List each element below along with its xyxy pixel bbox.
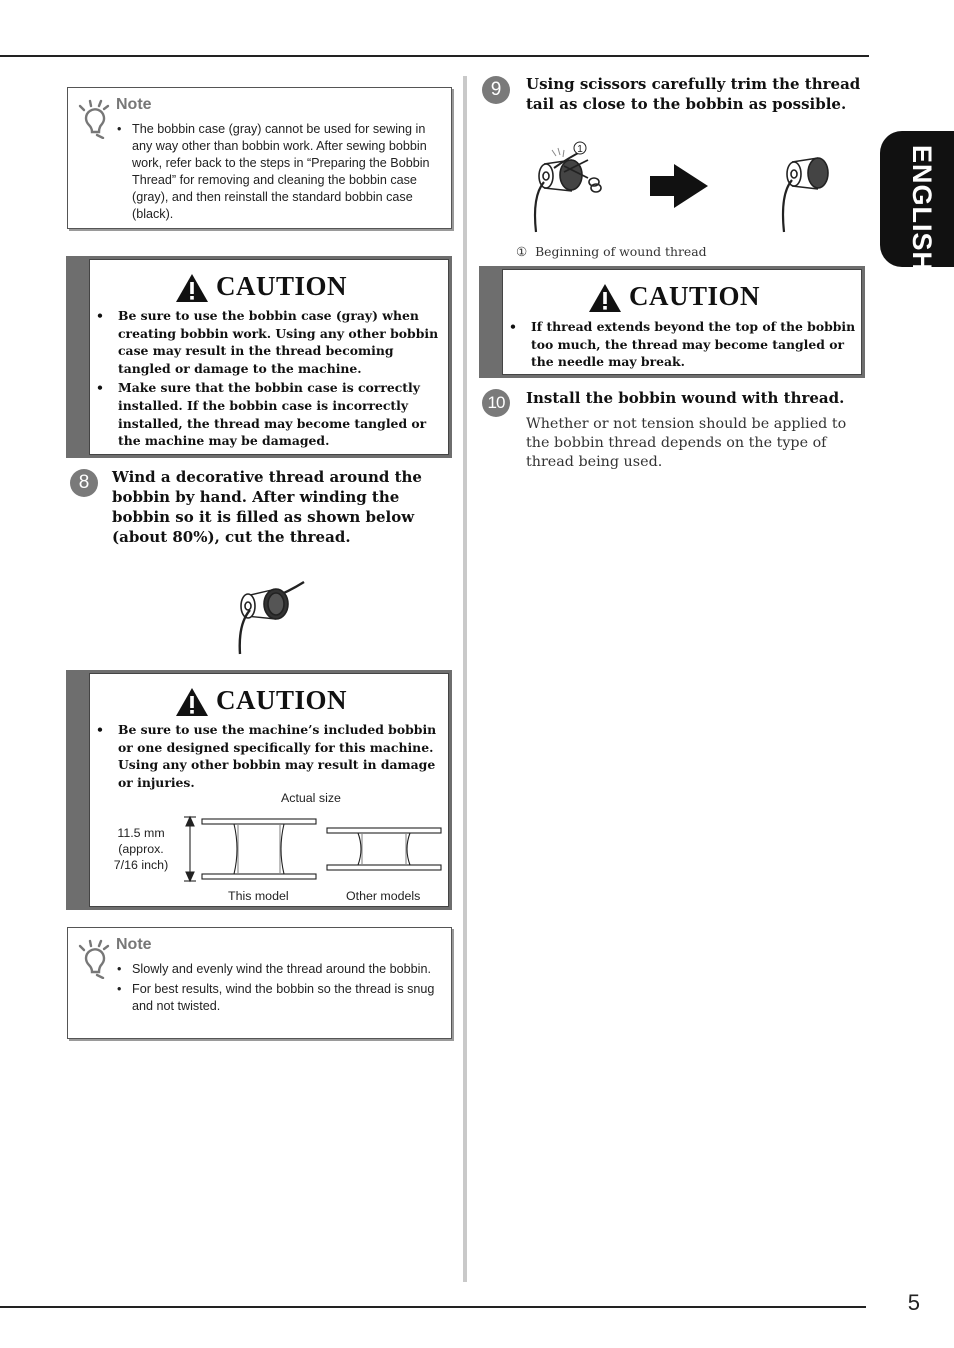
lightbulb-icon [77, 99, 111, 139]
caution-item: • If thread extends beyond the top of the bobbin too much, the thread may become tangled or the needle may break. [503, 318, 859, 371]
figure-caption [516, 244, 707, 259]
warning-triangle-icon [588, 283, 622, 313]
step-badge-10: 10 [482, 389, 510, 417]
warning-triangle-icon [175, 273, 209, 303]
top-rule [0, 55, 869, 57]
step-badge-8: 8 [70, 469, 98, 497]
note-box-2 [67, 927, 452, 1039]
note-list [116, 961, 446, 1018]
caution-title: CAUTION [216, 685, 348, 715]
caution-box-1 [66, 256, 452, 458]
step-10-body: Whether or not tension should be applied to the bobbin thread depends on the type of thread being used. [526, 416, 847, 470]
caution-list [90, 307, 446, 450]
note-title: Note [116, 96, 152, 113]
lightbulb-icon [77, 939, 111, 979]
language-tab [880, 131, 954, 273]
step-badge-9: 9 [482, 76, 510, 104]
warning-triangle-icon [175, 687, 209, 717]
caution-title: CAUTION [216, 271, 348, 301]
step-9-heading: Using scissors carefully trim the thread tail as close to the bobbin as possible. [526, 75, 861, 113]
caution-item: • Make sure that the bobbin case is correctly installed. If the bobbin case is incorrectly installed, the thread may become tangled or the machine may be damaged. [90, 379, 446, 449]
dimension-line: (approx. [118, 842, 164, 856]
note-box-1 [67, 87, 452, 229]
caution-box-3 [479, 266, 865, 378]
note-item: • The bobbin case (gray) cannot be used for sewing in any way other than bobbin work. After sewing bobbin work, refer back to the steps in “Preparing the Bobbin Thread” for removing and cleaning the bobbin case (gray), and then reinstall the standard bobbin case (black). [116, 121, 448, 223]
column-divider [463, 76, 467, 1282]
dimension-line: 7/16 inch) [113, 858, 169, 872]
caution-item: • Be sure to use the machine’s included bobbin or one designed specifically for this machine. Using any other bobbin may result in damage or injuries. [90, 721, 446, 791]
figure-label-this-model: This model [228, 889, 289, 903]
wound-bobbin-illustration [232, 576, 312, 658]
caution-title: CAUTION [629, 281, 761, 311]
step-10-heading: Install the bobbin wound with thread. [526, 389, 845, 407]
note-list [116, 121, 448, 226]
caution-box-2 [66, 670, 452, 910]
step-8-heading: Wind a decorative thread around the bobbin by hand. After winding the bobbin so it is filled as shown below (about 80%), cut the thread. [112, 468, 422, 546]
dimension-line: 11.5 mm [117, 826, 165, 840]
caution-list [90, 721, 446, 791]
caption-text: Beginning of wound thread [535, 244, 707, 259]
caution-panel [89, 259, 449, 455]
callout-number: 1 [577, 144, 583, 155]
caution-panel [89, 673, 449, 907]
caution-panel [502, 269, 862, 375]
figure-label-other-models: Other models [346, 889, 421, 903]
bobbin-size-diagram [180, 814, 446, 884]
caption-marker: ① [516, 244, 528, 259]
trim-thread-illustration [514, 138, 834, 236]
dimension-label [100, 825, 182, 873]
note-title: Note [116, 936, 152, 953]
language-tab-label: ENGLISH [907, 145, 937, 273]
note-item: • Slowly and evenly wind the thread around the bobbin. [116, 961, 446, 978]
note-item: • For best results, wind the bobbin so the thread is snug and not twisted. [116, 981, 446, 1015]
bottom-rule [0, 1306, 866, 1308]
figure-title: Actual size [281, 791, 341, 805]
caution-item: • Be sure to use the bobbin case (gray) when creating bobbin work. Using any other bobbin case may result in the thread becoming tangled or damage to the machine. [90, 307, 446, 377]
caution-list [503, 318, 859, 371]
page-number: 5 [907, 1290, 920, 1315]
